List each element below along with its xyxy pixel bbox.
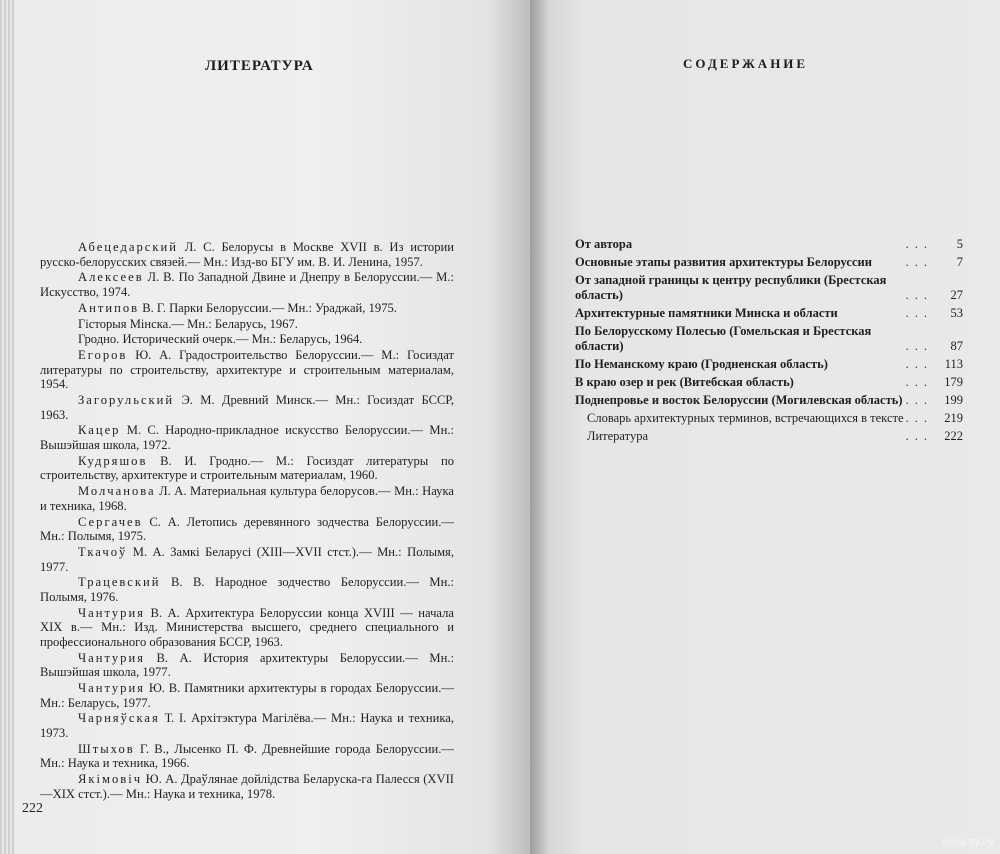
reference-author: Чарняўская [78, 711, 160, 726]
reference-author: Ткачоў [78, 544, 128, 559]
toc-entry-title: От западной границы к центру республики (Брестская область) [575, 273, 887, 302]
reference-text: М. А. Замкі Беларусі (XIII—XVII стст.).— Мн.: Полымя, 1977. [40, 544, 454, 574]
toc-entry [575, 357, 963, 372]
reference-item [40, 681, 454, 710]
toc-entry-page: 5 [956, 237, 963, 251]
reference-item [40, 454, 454, 483]
toc-entry-page: 7 [956, 255, 963, 269]
toc-entry-page: 113 [944, 357, 963, 371]
reference-item [40, 575, 454, 604]
reference-text: Гісторыя Мінска.— Мн.: Беларусь, 1967. [78, 316, 298, 331]
toc-entry [575, 237, 963, 252]
toc-leader-dots: ... [905, 375, 933, 389]
toc-entry [575, 255, 963, 270]
reference-item [40, 332, 454, 347]
reference-author: Якімовіч [78, 772, 143, 787]
reference-text: Гродно. Исторический очерк.— Мн.: Беларусь, 1964. [78, 332, 363, 347]
reference-author: Штыхов [78, 741, 135, 756]
reference-item [40, 423, 454, 452]
reference-author: Чантурия [78, 605, 145, 620]
reference-author: Трацевский [78, 575, 161, 590]
toc-leader-dots: ... [905, 429, 933, 443]
reference-author: Абецедарский [78, 240, 178, 254]
reference-author: Егоров [78, 348, 128, 363]
reference-text: В. Г. Парки Белоруссии.— Мн.: Ураджай, 1975. [139, 300, 397, 315]
toc-leader-dots: ... [905, 255, 933, 269]
reference-item [40, 606, 454, 650]
reference-text: Т. І. Архітэктура Магілёва.— Мн.: Наука и техника, 1973. [40, 711, 454, 740]
reference-author: Антипов [78, 300, 140, 315]
reference-item [40, 515, 454, 544]
toc-entry-title: От автора [575, 237, 633, 251]
table-of-contents [575, 237, 963, 447]
reference-author: Молчанова [78, 484, 156, 499]
toc-entry-page: 53 [950, 306, 963, 320]
reference-text: Л. А. Материальная культура белорусов.— Мн.: Наука и техника, 1968. [40, 484, 454, 513]
toc-entry-title: В краю озер и рек (Витебская область) [575, 375, 794, 389]
reference-item [40, 742, 454, 771]
toc-entry-page: 27 [950, 288, 963, 302]
toc-leader-dots: ... [905, 393, 933, 407]
toc-entry [575, 375, 963, 390]
reference-text: В. И. Гродно.— М.: Госиздат литературы по строительству, архитектуре и строительным материалам, 1960. [40, 453, 454, 483]
reference-text: Ю. А. Драўлянае дойлідства Беларуска-га Палесся (XVII—XIX стст.).— Мн.: Наука и техника, 1978. [40, 772, 454, 801]
reference-text: В. В. Народное зодчество Белоруссии.— Мн.: Полымя, 1976. [40, 575, 454, 604]
toc-leader-dots: ... [905, 306, 933, 320]
reference-text: Ю. А. Градостроительство Белоруссии.— М.: Госиздат литературы по строительству, архитектуре и строительным материалам, 1954. [40, 348, 454, 392]
reference-text: Г. В., Лысенко П. Ф. Древнейшие города Белоруссии.— Мн.: Наука и техника, 1966. [40, 741, 454, 771]
toc-entry-title: По Белорусскому Полесью (Гомельская и Брестская области) [575, 324, 872, 353]
toc-leader-dots: ... [905, 339, 933, 353]
toc-entry [575, 411, 963, 426]
reference-author: Чантурия [78, 681, 145, 696]
reference-item [40, 348, 454, 392]
reference-text: Ю. В. Памятники архитектуры в городах Белоруссии.— Мн.: Беларусь, 1977. [40, 681, 454, 710]
toc-leader-dots: ... [905, 411, 933, 425]
reference-author: Чантурия [78, 650, 145, 665]
page-edge [0, 0, 14, 854]
toc-leader-dots: ... [905, 237, 933, 251]
reference-author: Кацер [78, 423, 121, 438]
toc-entry-page: 87 [950, 339, 963, 353]
reference-item [40, 772, 454, 801]
toc-leader-dots: ... [905, 288, 933, 302]
toc-entry-page: 199 [944, 393, 963, 407]
reference-text: Л. В. По Западной Двине и Днепру в Белоруссии.— М.: Искусство, 1974. [40, 270, 454, 299]
toc-entry-page: 219 [944, 411, 963, 425]
reference-item [40, 317, 454, 332]
reference-item [40, 301, 454, 316]
reference-text: Э. М. Древний Минск.— Мн.: Госиздат БССР, 1963. [40, 393, 454, 422]
reference-item [40, 270, 454, 299]
reference-item [40, 484, 454, 513]
toc-entry-title: По Неманскому краю (Гродненская область) [575, 357, 828, 371]
toc-entry [575, 393, 963, 408]
reference-author: Загорульский [78, 393, 175, 408]
reference-text: В. А. История архитектуры Белоруссии.— Мн.: Вышэйшая школа, 1977. [40, 650, 454, 680]
reference-text: Л. С. Белорусы в Москве XVII в. Из истории русско-белорусских связей.— Мн.: Изд-во БГУ им. В. И. Ленина, 1957. [40, 240, 454, 269]
toc-leader-dots: ... [905, 357, 933, 371]
toc-entry-title: Литература [587, 429, 648, 443]
toc-entry [575, 273, 963, 303]
reference-author: Кудряшов [78, 453, 148, 468]
reference-author: Алексеев [78, 270, 144, 285]
toc-entry [575, 306, 963, 321]
watermark: www.ay.by [942, 836, 994, 848]
reference-text: М. С. Народно-прикладное искусство Белоруссии.— Мн.: Вышэйшая школа, 1972. [40, 423, 454, 453]
toc-entry [575, 429, 963, 444]
reference-text: В. А. Архитектура Белоруссии конца XVIII — начала XIX в.— Мн.: Изд. Министерства высшего, среднего специального и профессионального образования БССР, 1963. [40, 605, 454, 649]
literature-heading: ЛИТЕРАТУРА [205, 58, 314, 74]
toc-entry [575, 324, 963, 354]
toc-entry-page: 222 [944, 429, 963, 443]
toc-entry-page: 179 [944, 375, 963, 389]
reference-item [40, 240, 454, 269]
reference-text: С. А. Летопись деревянного зодчества Белоруссии.— Мн.: Полымя, 1975. [40, 514, 454, 544]
reference-author: Сергачев [78, 514, 143, 529]
reference-item [40, 651, 454, 680]
toc-entry-title: Поднепровье и восток Белоруссии (Могилевская область) [575, 393, 903, 407]
reference-item [40, 545, 454, 574]
reference-item [40, 393, 454, 422]
contents-heading: СОДЕРЖАНИЕ [683, 56, 809, 71]
references-list [40, 240, 454, 803]
reference-item [40, 711, 454, 740]
toc-entry-title: Архитектурные памятники Минска и области [575, 306, 838, 320]
toc-entry-title: Словарь архитектурных терминов, встречающихся в тексте [587, 411, 904, 425]
toc-entry-title: Основные этапы развития архитектуры Белоруссии [575, 255, 872, 269]
page-number: 222 [22, 801, 43, 816]
